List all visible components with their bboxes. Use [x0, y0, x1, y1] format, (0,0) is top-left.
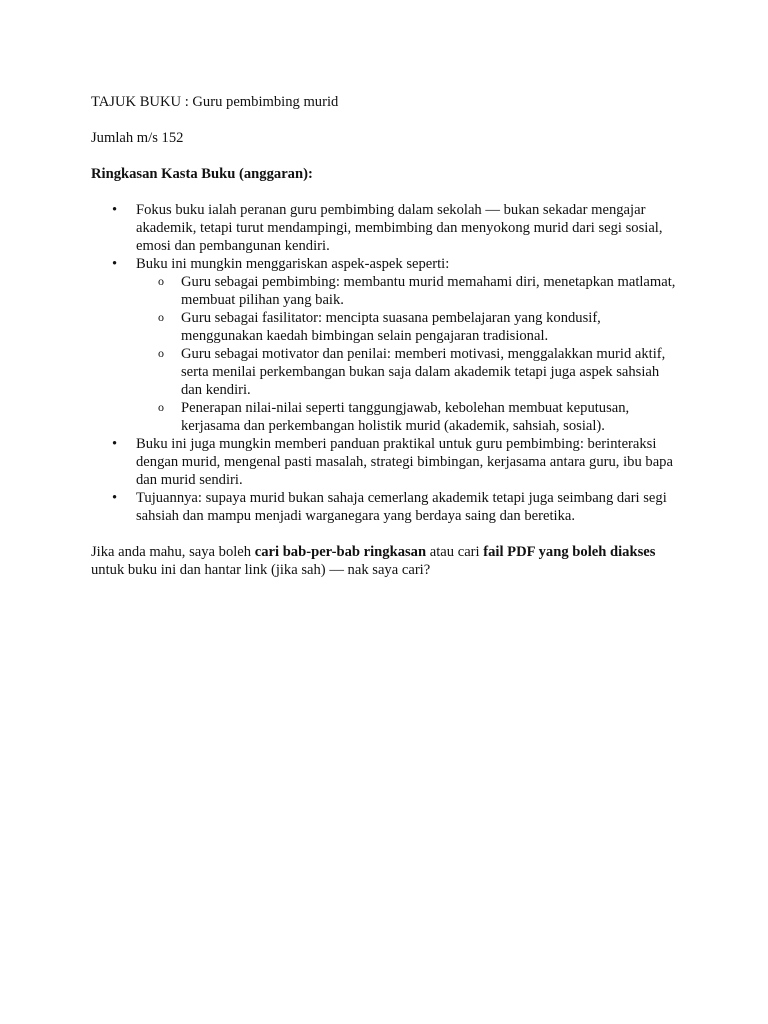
bullet-text: Fokus buku ialah peranan guru pembimbing dalam sekolah — bukan sekadar mengajar akademik, tetapi turut mendampingi, membimbing dan menyokong murid dari segi sosial, emosi dan pembangunan kendiri. — [136, 202, 663, 254]
bullet-item — [91, 489, 681, 525]
sub-bullet-text: Guru sebagai fasilitator: mencipta suasana pembelajaran yang kondusif, menggunakan kaedah bimbingan selain pengajaran tradisional. — [181, 310, 601, 344]
closing-bold-pdf-file: fail PDF yang boleh diakses — [483, 544, 656, 560]
bullet-item — [91, 435, 681, 489]
bullet-text: Tujuannya: supaya murid bukan sahaja cemerlang akademik tetapi juga seimbang dari segi sahsiah dan mampu menjadi warganegara yang berdaya saing dan beretika. — [136, 490, 667, 524]
document-page — [91, 93, 681, 597]
bullet-item — [91, 255, 681, 435]
closing-text-part3: untuk buku ini dan hantar link (jika sah) — nak saya cari? — [91, 562, 431, 578]
sub-bullet-item — [136, 273, 681, 309]
bullet-marker: • — [112, 490, 118, 506]
sub-bullet-text: Penerapan nilai-nilai seperti tanggungjawab, kebolehan membuat keputusan, kerjasama dan perkembangan holistik murid (akademik, sahsiah, sosial). — [181, 400, 630, 434]
bullet-text: Buku ini mungkin menggariskan aspek-aspek seperti: — [136, 256, 450, 272]
book-title-line: TAJUK BUKU : Guru pembimbing murid — [91, 94, 339, 110]
bullet-marker: • — [112, 202, 118, 218]
closing-bold-chapter-summary: cari bab-per-bab ringkasan — [254, 544, 427, 560]
sub-bullet-marker: o — [158, 274, 164, 288]
sub-bullet-list — [136, 273, 681, 435]
closing-text-part1: Jika anda mahu, saya boleh — [91, 544, 255, 560]
sub-bullet-marker: o — [158, 400, 164, 414]
sub-bullet-marker: o — [158, 310, 164, 324]
closing-text-part2: atau cari — [426, 544, 484, 560]
page-count-line: Jumlah m/s 152 — [91, 130, 184, 146]
bullet-marker: • — [112, 256, 118, 272]
closing-paragraph — [91, 543, 681, 579]
summary-bullet-list — [91, 201, 681, 525]
sub-bullet-marker: o — [158, 346, 164, 360]
sub-bullet-item — [136, 399, 681, 435]
sub-bullet-text: Guru sebagai motivator dan penilai: memberi motivasi, menggalakkan murid aktif, serta menilai perkembangan bukan saja dalam akademik tetapi juga aspek sahsiah dan kendiri. — [181, 346, 666, 398]
summary-heading: Ringkasan Kasta Buku (anggaran): — [91, 166, 313, 182]
sub-bullet-item — [136, 309, 681, 345]
bullet-marker: • — [112, 436, 118, 452]
bullet-item — [91, 201, 681, 255]
sub-bullet-item — [136, 345, 681, 399]
sub-bullet-text: Guru sebagai pembimbing: membantu murid memahami diri, menetapkan matlamat, membuat pilihan yang baik. — [181, 274, 676, 308]
bullet-text: Buku ini juga mungkin memberi panduan praktikal untuk guru pembimbing: berinteraksi dengan murid, mengenal pasti masalah, strategi bimbingan, kerjasama antara guru, ibu bapa dan murid sendiri. — [136, 436, 673, 488]
